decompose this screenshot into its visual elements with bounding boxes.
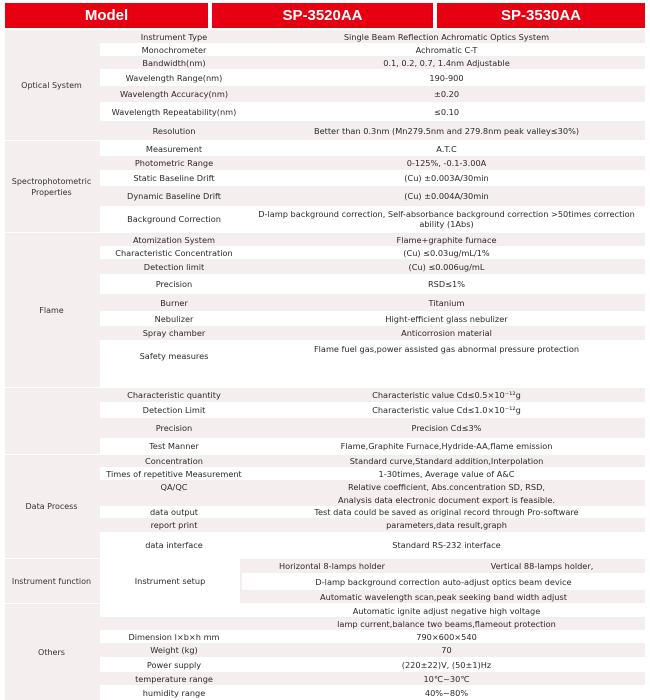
row-value: 790×600×540 [416, 631, 477, 642]
row-value: (220±22)V, (50±1)Hz [401, 659, 492, 670]
row-label: Dynamic Baseline Drift [127, 191, 221, 201]
table-row [100, 630, 645, 643]
row-value: Flame fuel gas,power assisted gas abnormal pressure protection [313, 344, 580, 354]
category-label: Spectrophotometric Properties [11, 176, 92, 197]
row-label: Measurement [145, 143, 203, 154]
section-data-process [5, 455, 645, 558]
section-others [5, 604, 645, 700]
row-label: Safety measures [139, 351, 209, 361]
row-label [100, 494, 248, 506]
row-value: Single Beam Reflection Achromatic Optics System [343, 31, 550, 42]
category-label: Data Process [25, 502, 78, 511]
table-row [100, 643, 645, 657]
table-row [100, 506, 645, 518]
table-row [100, 311, 645, 326]
row-value-right: Vertical 88-lamps holder, [490, 561, 594, 571]
table-row [100, 604, 645, 617]
row-label: Characteristic Concentration [115, 247, 233, 258]
graphite-furnace-rows [5, 388, 645, 454]
row-value: Automatic wavelength scan,peak seeking band width adjust [320, 591, 567, 602]
table-row [100, 617, 645, 630]
table-row [100, 455, 645, 467]
table-row [100, 532, 645, 558]
row-label: Characteristic quantity [127, 390, 221, 400]
row-value: (Cu) ±0.003A/30min [404, 173, 489, 183]
table-row [100, 494, 645, 506]
category-label: Optical System [21, 80, 82, 90]
row-label: Power supply [146, 659, 202, 670]
row-label: Times of repetitive Measurement [106, 468, 242, 479]
spec-table-header [5, 3, 645, 28]
table-row [100, 56, 645, 69]
table-row [100, 69, 645, 86]
row-label: report print [150, 520, 198, 530]
category-label: Instrument function [11, 576, 92, 586]
table-row [100, 388, 645, 402]
section-optical-system [5, 30, 645, 140]
instrument-setup-cell [100, 559, 240, 603]
row-value: Flame+graphite furnace [396, 234, 497, 245]
row-label: Atomization System [132, 234, 216, 245]
table-row [242, 559, 645, 573]
row-value: Precision Cd≤3% [411, 423, 482, 433]
row-label: Wavelength Repeatability(nm) [111, 106, 237, 117]
row-value: 1-30times, Average value of A&C [378, 468, 515, 479]
row-value: 10℃~30℃ [423, 673, 470, 684]
row-value: A.T.C [436, 143, 457, 154]
row-label: Test Manner [149, 441, 199, 451]
row-value: Automatic ignite adjust negative high voltage [352, 605, 541, 616]
row-label: data interface [145, 540, 203, 550]
table-row [100, 438, 645, 454]
row-value: Test data could be saved as original record through Pro-software [314, 507, 579, 517]
row-value: Characteristic value Cd≤1.0×10⁻¹²g [372, 405, 521, 415]
row-label: Background Correction [127, 214, 221, 224]
row-value: 70 [441, 645, 452, 655]
row-value: Analysis data electronic document export is feasible. [338, 495, 555, 505]
table-row [100, 43, 645, 56]
table-row [100, 121, 645, 140]
table-row [100, 480, 645, 494]
table-row [100, 233, 645, 246]
row-value: ±0.20 [433, 89, 460, 99]
row-label: Dimension l×b×h mm [128, 631, 220, 642]
row-value: Flame,Graphite Furnace,Hydride-AA,flame emission [340, 441, 553, 451]
table-row [100, 30, 645, 43]
table-row [100, 657, 645, 672]
sp3520aa-header: SP-3520AA [212, 3, 433, 28]
row-value: Relative coefficient, Abs.concentration SD, RSD, [348, 482, 545, 492]
row-value: Standard RS-232 interface [392, 540, 501, 550]
section-spectrophotometric-properties [5, 141, 645, 232]
table-row [100, 141, 645, 156]
row-label [100, 604, 248, 617]
row-label: Burner [160, 297, 188, 308]
row-label: Instrument setup [134, 576, 206, 586]
row-value-left: Horizontal 8-lamps holder [279, 561, 385, 571]
table-row [100, 418, 645, 438]
row-value: parameters,data result,graph [386, 520, 507, 530]
table-row [100, 102, 645, 121]
row-value: Standard curve,Standard addition,Interpolation [349, 456, 544, 466]
table-row [100, 402, 645, 418]
table-row [100, 156, 645, 170]
row-label: Wavelength Accuracy(nm) [119, 89, 229, 99]
row-value: Achromatic C-T [415, 44, 478, 55]
row-label [100, 617, 248, 630]
model-header: Model [5, 3, 208, 28]
row-label: Resolution [152, 125, 196, 136]
row-value: (Cu) ±0.004A/30min [404, 191, 489, 201]
table-row [242, 573, 645, 590]
row-value: RSD≤1% [427, 279, 466, 289]
row-value: 0.1, 0.2, 0.7, 1.4nm Adjustable [383, 57, 510, 68]
table-row [100, 170, 645, 186]
row-value: (Cu) ≤0.03ug/mL/1% [403, 247, 490, 258]
row-label: QA/QC [160, 482, 188, 492]
table-row [100, 672, 645, 685]
row-label: data output [149, 507, 199, 517]
row-value: Titanium [428, 297, 465, 308]
row-label: Weight (kg) [150, 645, 198, 655]
section-instrument-function [5, 559, 645, 603]
row-label: Static Baseline Drift [133, 173, 215, 183]
table-row [100, 518, 645, 532]
row-value: Characteristic value Cd≤0.5×10⁻¹²g [372, 390, 521, 400]
row-value: 0-125%, -0.1-3.00A [406, 158, 487, 168]
sp3530aa-header: SP-3530AA [437, 3, 645, 28]
table-row [100, 246, 645, 259]
row-label: Monochrometer [141, 44, 207, 55]
row-label: Wavelength Range(nm) [125, 72, 223, 83]
table-row [100, 294, 645, 311]
row-label: Instrument Type [140, 31, 208, 42]
row-label: Precision [155, 279, 193, 289]
row-value: 40%~80% [424, 687, 469, 698]
row-label: Photometric Range [134, 158, 214, 168]
row-label: Nebulizer [154, 313, 194, 324]
row-label: Detection Limit [142, 405, 206, 415]
category-label: Others [38, 647, 65, 657]
row-value: D-lamp background correction, Self-absorbance background correction >50times correction ability (1Abs) [258, 209, 635, 229]
table-row [100, 685, 645, 700]
table-row [100, 274, 645, 294]
table-row [242, 590, 645, 603]
row-label: Concentration [145, 456, 203, 466]
table-row [100, 206, 645, 232]
row-label: Spray chamber [142, 328, 206, 338]
row-value: Hight-efficient glass nebulizer [385, 313, 508, 324]
row-value: D-lamp background correction auto-adjust optics beam device [315, 576, 572, 587]
row-label: Precision [155, 423, 193, 433]
row-label: Detection limit [143, 261, 205, 272]
row-value: Anticorrosion material [401, 328, 492, 338]
row-value: ≤0.10 [433, 106, 460, 117]
row-value: 190-900 [429, 72, 464, 83]
row-value: (Cu) ≤0.006ug/mL [408, 261, 485, 272]
table-row [100, 467, 645, 480]
table-row [100, 186, 645, 206]
category-label: Flame [39, 305, 64, 315]
row-label: Bandwidth(nm) [142, 57, 206, 68]
row-label: temperature range [135, 673, 213, 684]
row-label: humidity range [142, 687, 206, 698]
row-value: lamp current,balance two beams,flameout protection [337, 618, 556, 629]
table-row [100, 86, 645, 102]
row-value: Better than 0.3nm (Mn279.5nm and 279.8nm peak valley≤30%) [313, 125, 580, 136]
table-row [100, 259, 645, 274]
table-row [100, 326, 645, 340]
